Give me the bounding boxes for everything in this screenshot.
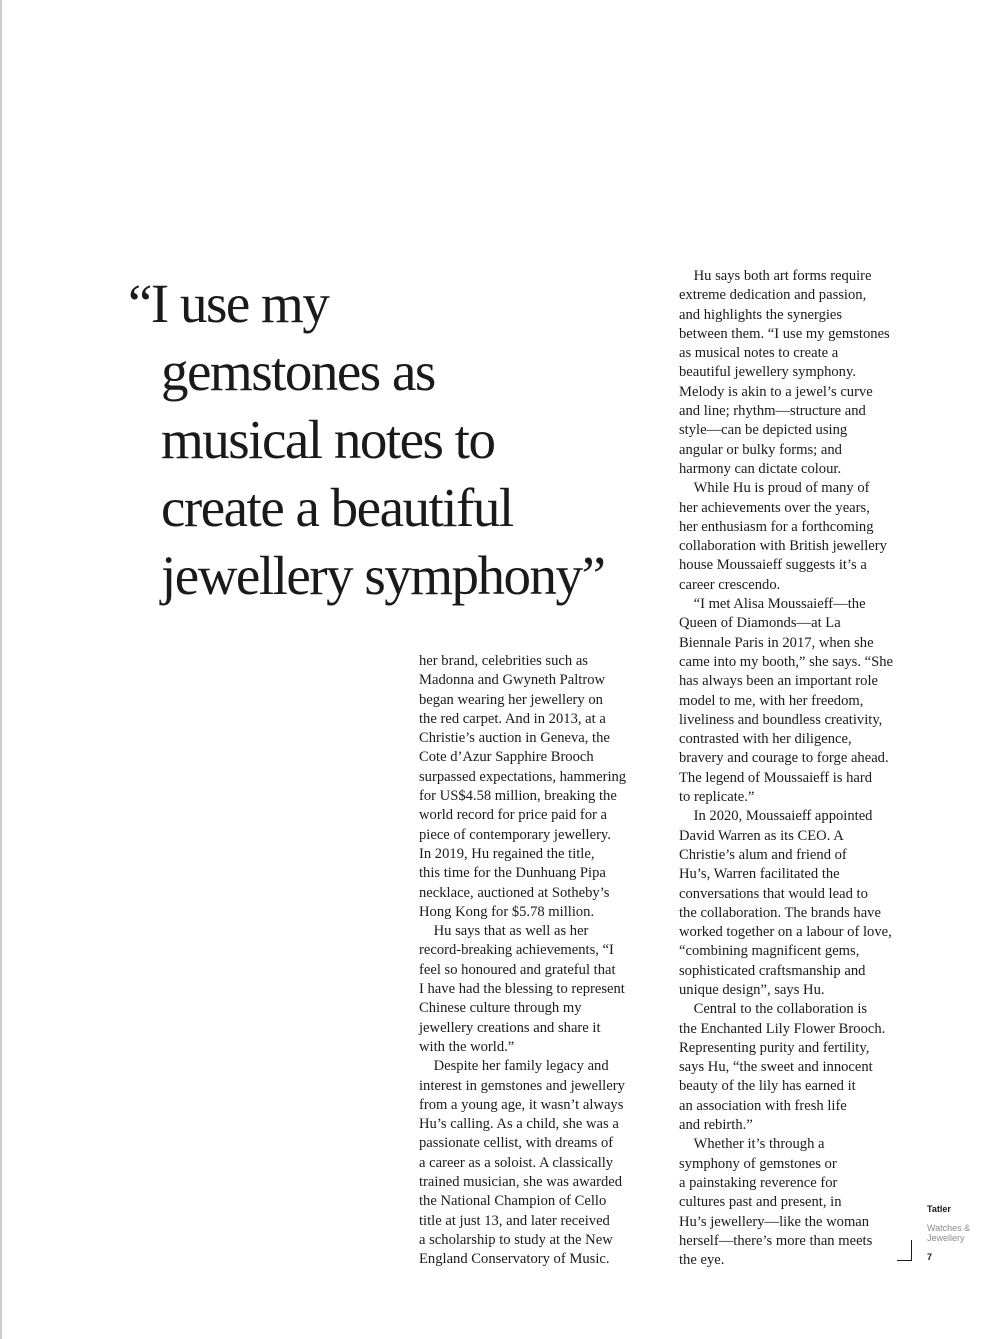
body-text-line: career crescendo. <box>679 576 781 593</box>
body-text-line: an association with fresh life <box>679 1097 847 1114</box>
body-text-line: says Hu, “the sweet and innocent <box>679 1059 873 1076</box>
body-text-line: Representing purity and fertility, <box>679 1039 870 1056</box>
body-text-line: interest in gemstones and jewellery <box>419 1077 625 1094</box>
body-text-line: the eye. <box>679 1252 725 1269</box>
body-text-line: to replicate.” <box>679 789 755 806</box>
pull-quote-line: jewellery symphony” <box>161 545 605 606</box>
body-text-line: trained musician, she was awarded <box>419 1174 623 1191</box>
pull-quote-line: musical notes to <box>161 409 495 470</box>
body-text-line: Despite her family legacy and <box>419 1058 609 1075</box>
body-text-line: Central to the collaboration is <box>679 1001 868 1018</box>
body-text-line: collaboration with British jewellery <box>679 538 887 555</box>
pull-quote-line: “I use my <box>128 273 329 334</box>
body-text-line: Hu says both art forms require <box>679 268 872 284</box>
body-text-line: the red carpet. And in 2013, at a <box>419 710 606 727</box>
body-text-line: this time for the Dunhuang Pipa <box>419 865 606 882</box>
body-text-line: style—can be depicted using <box>679 422 848 439</box>
body-text-line: Whether it’s through a <box>679 1136 825 1153</box>
body-text-line: came into my booth,” she says. “She <box>679 653 893 670</box>
body-text-line: began wearing her jewellery on <box>419 691 603 708</box>
body-text-line: Christie’s alum and friend of <box>679 846 847 863</box>
body-text-line: worked together on a labour of love, <box>679 924 892 941</box>
body-text-line: In 2019, Hu regained the title, <box>419 845 595 862</box>
body-text-line: bravery and courage to forge ahead. <box>679 750 889 767</box>
body-text-line: The legend of Moussaieff is hard <box>679 769 873 786</box>
body-column-right <box>679 267 924 1270</box>
body-text-line: the collaboration. The brands have <box>679 904 881 921</box>
body-text-line: and highlights the synergies <box>679 306 843 323</box>
body-text-line: Hu’s jewellery—like the woman <box>679 1213 870 1230</box>
body-text-line: the Enchanted Lily Flower Brooch. <box>679 1020 886 1037</box>
body-text-line: between them. “I use my gemstones <box>679 325 890 342</box>
body-text-line: piece of contemporary jewellery. <box>419 826 611 843</box>
page-footer <box>927 1204 997 1243</box>
body-text-line: England Conservatory of Music. <box>419 1251 610 1268</box>
body-text-line: Christie’s auction in Geneva, the <box>419 730 610 747</box>
body-text-line: title at just 13, and later received <box>419 1212 610 1229</box>
body-text-line: conversations that would lead to <box>679 885 868 902</box>
body-text-line: her achievements over the years, <box>679 499 870 516</box>
body-text-line: Queen of Diamonds—at La <box>679 615 841 632</box>
body-text-line: necklace, auctioned at Sotheby’s <box>419 884 610 901</box>
body-text-line: record-breaking achievements, “I <box>419 942 614 959</box>
body-text-line: feel so honoured and grateful that <box>419 961 616 978</box>
body-text-line: jewellery creations and share it <box>419 1019 601 1036</box>
body-text-line: While Hu is proud of many of <box>679 480 870 497</box>
body-text-line: Hu says that as well as her <box>419 923 589 940</box>
body-text-line: her brand, celebrities such as <box>419 653 588 669</box>
body-text-line: the National Champion of Cello <box>419 1193 607 1210</box>
body-text-line: with the world.” <box>419 1038 515 1055</box>
body-text-line: Melody is akin to a jewel’s curve <box>679 383 873 400</box>
body-text-line: “I met Alisa Moussaieff—the <box>679 596 866 613</box>
body-text-line: a painstaking reverence for <box>679 1174 838 1191</box>
body-text-line: harmony can dictate colour. <box>679 460 842 477</box>
page-number: 7 <box>927 1252 933 1262</box>
body-text-line: world record for price paid for a <box>419 807 608 824</box>
body-text-line: Hu’s, Warren facilitated the <box>679 866 840 883</box>
body-text-line: unique design”, says Hu. <box>679 981 825 998</box>
body-text-line: Hu’s calling. As a child, she was a <box>419 1116 619 1133</box>
body-text-line: cultures past and present, in <box>679 1194 842 1211</box>
body-text-line: extreme dedication and passion, <box>679 287 867 304</box>
body-text-line: and rebirth.” <box>679 1117 753 1134</box>
body-text-line: liveliness and boundless creativity, <box>679 711 883 728</box>
body-text-line: In 2020, Moussaieff appointed <box>679 808 873 825</box>
magazine-brand: Tatler <box>927 1204 951 1214</box>
body-text-line: passionate cellist, with dreams of <box>419 1135 614 1152</box>
body-text-line: for US$4.58 million, breaking the <box>419 788 617 805</box>
body-text-line: surpassed expectations, hammering <box>419 768 627 785</box>
body-text-line: a scholarship to study at the New <box>419 1231 613 1248</box>
body-text-line: Cote d’Azur Sapphire Brooch <box>419 749 594 766</box>
body-text-line: and line; rhythm—structure and <box>679 403 866 420</box>
body-text-line: Hong Kong for $5.78 million. <box>419 903 595 920</box>
body-text-line: contrasted with her diligence, <box>679 731 852 748</box>
body-text-line: Chinese culture through my <box>419 1000 582 1017</box>
body-text-line: herself—there’s more than meets <box>679 1232 873 1249</box>
body-text-line: her enthusiasm for a forthcoming <box>679 518 874 535</box>
body-text-line: has always been an important role <box>679 673 878 690</box>
body-text-line: as musical notes to create a <box>679 345 839 362</box>
body-text-line: David Warren as its CEO. A <box>679 827 844 844</box>
section-name: Watches & Jewellery <box>927 1223 971 1243</box>
pull-quote-line: create a beautiful <box>161 477 513 538</box>
body-text-line: symphony of gemstones or <box>679 1155 837 1172</box>
body-text-line: I have had the blessing to represent <box>419 981 625 998</box>
body-column-middle <box>419 652 659 1270</box>
body-text-line: sophisticated craftsmanship and <box>679 962 866 979</box>
body-text-line: house Moussaieff suggests it’s a <box>679 557 867 574</box>
corner-mark-icon <box>897 1240 912 1261</box>
pull-quote-line: gemstones as <box>161 341 435 402</box>
body-text-line: model to me, with her freedom, <box>679 692 864 709</box>
body-text-line: “combining magnificent gems, <box>679 943 860 960</box>
pull-quote <box>128 270 668 610</box>
body-text-line: beautiful jewellery symphony. <box>679 364 856 381</box>
body-text-line: a career as a soloist. A classically <box>419 1154 614 1171</box>
body-text-line: Madonna and Gwyneth Paltrow <box>419 672 606 689</box>
body-text-line: from a young age, it wasn’t always <box>419 1096 624 1113</box>
left-margin-rule <box>0 0 2 1339</box>
body-text-line: angular or bulky forms; and <box>679 441 842 458</box>
body-text-line: Biennale Paris in 2017, when she <box>679 634 874 651</box>
body-text-line: beauty of the lily has earned it <box>679 1078 856 1095</box>
